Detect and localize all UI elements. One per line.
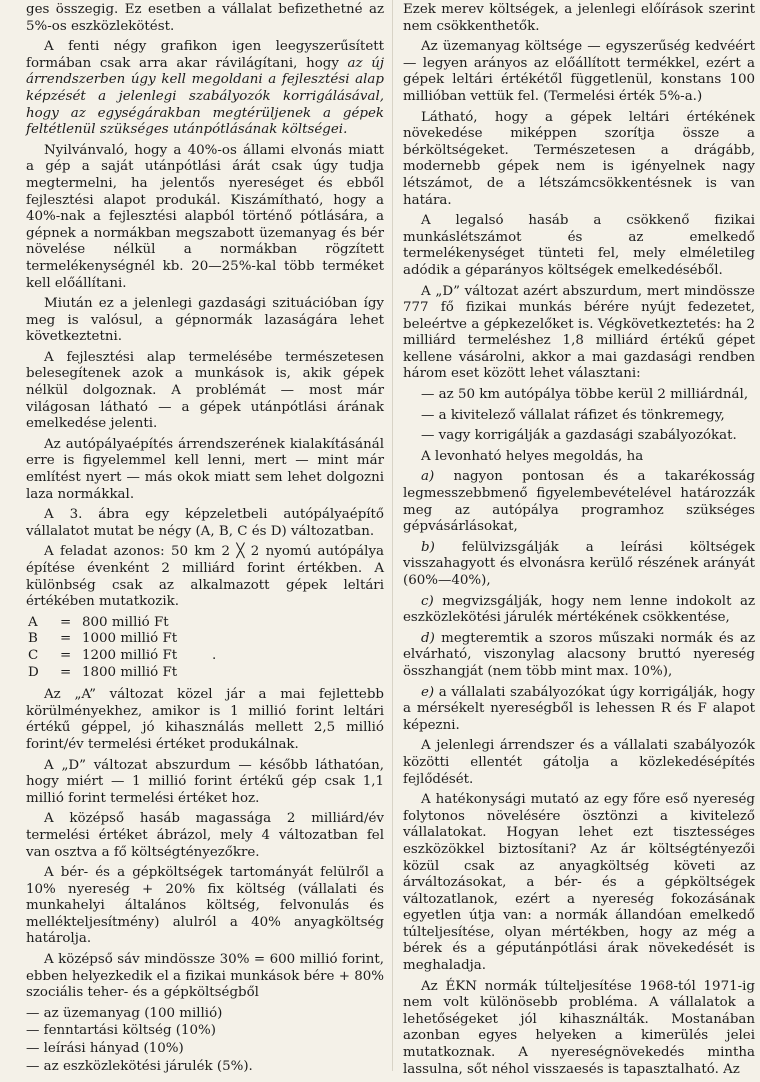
paragraph: Az üzemanyag költsége — egyszerűség kedvéért — legyen arányos az előállított termékkel, ezért a gépek leltári értékétől függetlenül, konstans 100 millióban vettük fel. (Termelési érték 5%-a.) [403, 39, 755, 104]
variant-list [26, 615, 384, 681]
paragraph: Az autópályaépítés árrendszerének kialakításánál erre is figyelemmel kell lenni, mert — mint már említést nyert — más okok miatt sem lehet dolgozni laza normákkal. [26, 436, 384, 502]
solution-item [403, 631, 755, 681]
paragraph: A legalsó hasáb a csökkenő fizikai munkáslétszámot és az emelkedő termelékenységet tünteti fel, mely elméletileg adódik a géparányos költségek emelkedéséből. [403, 213, 755, 278]
item-label: d) [421, 630, 435, 646]
variant-equals: = [60, 614, 72, 630]
variant-value: 1800 millió Ft [82, 664, 178, 680]
cost-item: — az eszközlekötési járulék (5%). [26, 1058, 253, 1074]
paragraph-text: A fenti négy grafikon igen leegyszerűsített formában csak arra akar rávilágítani, hogy [26, 39, 384, 71]
paragraph: A jelenlegi árrendszer és a vállalati szabályozók közötti ellentét gátolja a közlekedésépítés fejlődését. [403, 738, 755, 787]
item-label: e) [421, 684, 435, 700]
right-column [403, 2, 755, 1082]
paragraph: A levonható helyes megoldás, ha [421, 448, 644, 464]
paragraph: A bér- és a gépköltségek tartományát felülről a 10% nyereség + 20% fix költség (vállalati és munkahelyi általános költség, felvonulás és mellékteljesítmény) alulról a 40% anyagköltség határolja. [26, 865, 384, 947]
option-item: — az 50 km autópálya többe kerül 2 milliárdnál, [421, 387, 749, 403]
solution-item [403, 540, 755, 590]
paragraph: ges összegig. Ez esetben a vállalat befizethetné az 5%-os eszközlekötést. [26, 2, 384, 34]
variant-key: B [28, 631, 38, 647]
emphasized-text: az új árrendszerben úgy kell megoldani a fejlesztési alap képzését a jelenlegi szabályozók korrigálásával, hogy az egységárakban megtérüljenek a gépek feltétlenül szükséges utánpótlásának költségei. [26, 55, 384, 138]
variant-row [26, 631, 384, 648]
variant-equals: = [60, 631, 72, 647]
item-label: b) [421, 539, 435, 555]
item-text: felülvizsgálják a leírási költségek visszahagyott és elvonásra kerülő részének arányát (60%—40%), [403, 539, 755, 588]
variant-key: A [28, 614, 38, 630]
stray-dot-mark: . [212, 647, 217, 663]
paragraph: A hatékonysági mutató az egy főre eső nyereség folytonos növelésére ösztönzi a kivitelező vállalatokat. Hogyan lehet ezt tisztességes eszközökkel biztosítani? Az ár költségtényezői közül csak az anyagköltség követi az árváltozásokat, a bér- és a gépköltségek változatlanok, ezért a nyereség fokozásának egyetlen útja van: a normák állandóan emelkedő túlteljesítése, olyan mértékben, hogy az még a bérek és a géputánpótlási árak növekedését is meghaladja. [403, 792, 755, 974]
variant-key: C [28, 647, 39, 663]
paragraph [26, 39, 384, 139]
column-divider [392, 0, 393, 1071]
item-text: nagyon pontosan és a takarékosság legmesszebbmenő figyelembevételével határozzák meg az autópálya programhoz szükséges gépvásárlásokat, [403, 469, 755, 535]
paragraph: Miután ez a jelenlegi gazdasági szituációban így meg is valósul, a gépnormák lazaságára lehet következtetni. [26, 296, 384, 345]
cost-item: — az üzemanyag (100 millió) [26, 1005, 223, 1021]
left-column [26, 2, 384, 1076]
paragraph: Az „A” változat közel jár a mai fejlettebb körülményekhez, amikor is 1 millió forint leltári értékű géppel, jó kihasználás mellett 2,5 millió forint/év termelési értéket produkálnak. [26, 687, 384, 752]
item-label: a) [421, 469, 435, 485]
item-text: a vállalati szabályozókat úgy korrigálják, hogy a mérsékelt nyereségből is lehessen R és F alapot képezni. [403, 684, 755, 733]
paragraph: Nyilvánvaló, hogy a 40%-os állami elvonás miatt a gép a saját utánpótlási árát csak úgy tudja megtermelni, ha jelentős nyereséget és ebből fejlesztési alapot produkál. Kiszámítható, hogy a 40%-nak a fejlesztési alapból történő pótlására, a gépnek a normákban megszabott üzemanyag és bér növelése nélkül a normákban rögzített termelékenységnél kb. 20—25%-kal több terméket kell előállítani. [26, 142, 384, 291]
paragraph: A „D” változat azért abszurdum, mert mindössze 777 fő fizikai munkás bérére nyújt fedezetet, beleértve a gépkezelőket is. Végkövetkeztetés: ha 2 milliárd termeléshez 1,8 milliárd értékű gépet kellene vásárolni, akkor a mai gazdasági rendben három eset között lehet választani: [403, 283, 755, 382]
paragraph: A középső hasáb magassága 2 milliárd/év termelési értéket ábrázol, mely 4 változatban fel van osztva a fő költségtényezőkre. [26, 811, 384, 860]
solution-item [403, 685, 755, 735]
variant-equals: = [60, 664, 72, 680]
paragraph: Ezek merev költségek, a jelenlegi előírások szerint nem csökkenthetők. [403, 2, 755, 34]
variant-key: D [28, 664, 39, 680]
variant-equals: = [60, 647, 72, 663]
item-text: megteremtik a szoros műszaki normák és az elvárható, viszonylag alacsony bruttó nyereség összhangját (nem több mint max. 10%), [403, 630, 755, 679]
variant-value: 1000 millió Ft [82, 631, 178, 647]
option-item: — a kivitelező vállalat ráfizet és tönkremegy, [421, 407, 725, 423]
variant-value: 800 millió Ft [82, 614, 169, 630]
paragraph: Az ÉKN normák túlteljesítése 1968-tól 1971-ig nem volt különösebb probléma. A vállalatok a lehetőségeket jól kihasználták. Mostanában azonban egyes helyeken a kimerülés jelei mutatkoznak. A nyereségnövekedés mintha lassulna, sőt néhol visszaesés is tapasztalható. Az [403, 978, 755, 1077]
solution-item [403, 594, 755, 627]
variant-value: 1200 millió Ft [82, 647, 178, 663]
item-text: megvizsgálják, hogy nem lenne indokolt az eszközlekötési járulék mértékének csökkentése, [403, 593, 755, 626]
paragraph: A középső sáv mindössze 30% = 600 millió forint, ebben helyezkedik el a fizikai munkások bére + 80% szociális teher- és a gépköltségből [26, 952, 384, 1001]
cost-item: — leírási hányad (10%) [26, 1041, 184, 1057]
paragraph: A 3. ábra egy képzeletbeli autópályaépítő vállalatot mutat be négy (A, B, C és D) változatban. [26, 507, 384, 539]
item-label: c) [421, 593, 434, 609]
solution-item [403, 469, 755, 535]
variant-row [26, 648, 384, 665]
cost-item: — fenntartási költség (10%) [26, 1023, 216, 1039]
paragraph: A fejlesztési alap termelésébe természetesen belesegítenek azok a munkások is, akik gépek nélkül dolgoznak. A problémát — most már világosan látható — a gépek utánpótlási árának emelkedése jelenti. [26, 349, 384, 432]
paragraph: Látható, hogy a gépek leltári értékének növekedése miképpen szorítja össze a bérköltségeket. Természetesen a drágább, modernebb gépek nem is igényelnek nagy létszámot, de a létszámcsökkentésnek is van határa. [403, 109, 755, 208]
variant-row [26, 615, 384, 632]
variant-row [26, 665, 384, 682]
paragraph: A „D” változat abszurdum — később láthatóan, hogy miért — 1 millió forint értékű gép csak 1,1 millió forint termelési értéket hoz. [26, 757, 384, 806]
paragraph: A feladat azonos: 50 km 2 ╳ 2 nyomú autópálya építése évenként 2 milliárd forint értékben. A különbség csak az alkalmazott gépek leltári értékében mutatkozik. [26, 544, 384, 610]
option-item: — vagy korrigálják a gazdasági szabályozókat. [421, 428, 737, 444]
